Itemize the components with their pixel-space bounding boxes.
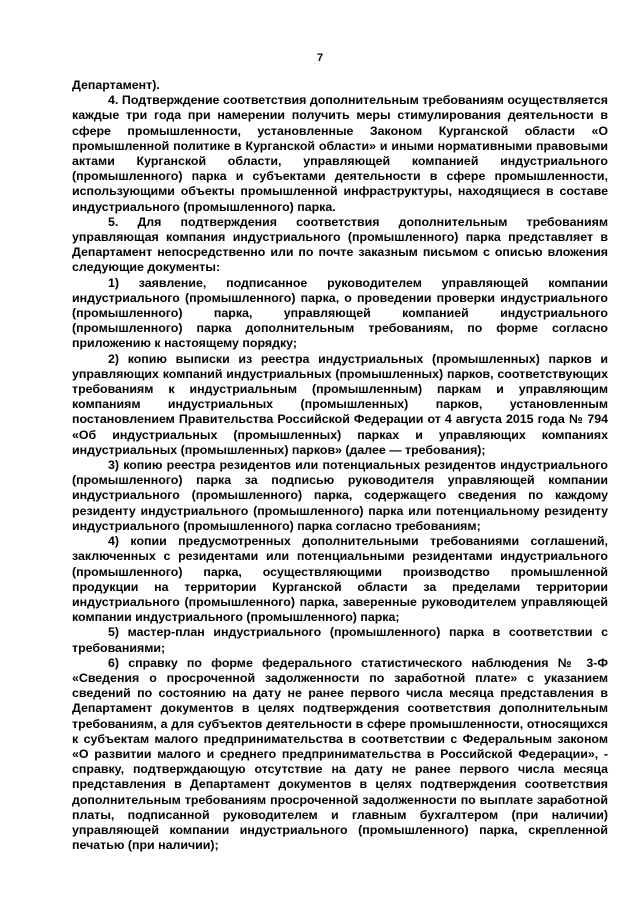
list-item-6: 6) справку по форме федерального статистического наблюдения № 3-Ф «Сведения о просроченной задолженности по заработной плате» с указанием сведений по состоянию на дату не ранее первого числа месяца представления в Департамент документов в целях подтверждения соответствия дополнительным требованиям, а для субъектов деятельности в сфере промышленности, относящихся к субъектам малого предпринимательства в соответствии с Федеральным законом «О развитии малого и среднего предпринимательства в Российской Федерации», - справку, подтверждающую отсутствие на дату не ранее первого числа месяца представления в Департамент документов в целях подтверждения соответствия дополнительным требованиям просроченной задолженности по выплате заработной платы, подписанной руководителем и главным бухгалтером (при наличии) управляющей компании индустриального (промышленного) парка, скрепленной печатью (при наличии);: [72, 655, 608, 853]
list-item-5: 5) мастер-план индустриального (промышленного) парка в соответствии с требованиями;: [72, 625, 608, 655]
list-item-2: 2) копию выписки из реестра индустриальных (промышленных) парков и управляющих компаний индустриальных (промышленных) парков, соответствующих требованиям к индустриальным (промышленным) паркам и управляющим компаниям индустриальных (промышленных) парков, установленным постановлением Правительства Российской Федерации от 4 августа 2015 года № 794 «Об индустриальных (промышленных) парках и управляющих компаниях индустриальных (промышленных) парков» (далее — требования);: [72, 351, 608, 457]
document-body: [72, 78, 608, 853]
paragraph-item-5: 5. Для подтверждения соответствия дополнительным требованиям управляющая компания индустриального (промышленного) парка представляет в Департамент непосредственно или по почте заказным письмом с описью вложения следующие документы:: [72, 214, 608, 275]
list-item-1: 1) заявление, подписанное руководителем управляющей компании индустриального (промышленного) парка, о проведении проверки индустриального (промышленного) парка, управляющей компанией индустриального (промышленного) парка дополнительным требованиям, по форме согласно приложению к настоящему порядку;: [72, 275, 608, 351]
paragraph-item-4: 4. Подтверждение соответствия дополнительным требованиям осуществляется каждые три года при намерении получить меры стимулирования деятельности в сфере промышленности, установленные Законом Курганской области «О промышленной политике в Курганской области» и иными нормативными правовыми актами Курганской области, управляющей компанией индустриального (промышленного) парка и субъектами деятельности в сфере промышленности, использующими объекты промышленной инфраструктуры, находящиеся в составе индустриального (промышленного) парка.: [72, 93, 608, 214]
list-item-3: 3) копию реестра резидентов или потенциальных резидентов индустриального (промышленного) парка за подписью руководителя управляющей компании индустриального (промышленного) парка, содержащего сведения по каждому резиденту индустриального (промышленного) парка или потенциальному резиденту индустриального (промышленного) парка согласно требованиям;: [72, 458, 608, 533]
page-number: 7: [316, 52, 324, 64]
paragraph-continuation: Департамент).: [72, 78, 160, 92]
list-item-4: 4) копии предусмотренных дополнительными требованиями соглашений, заключенных с резидентами или потенциальными резидентами индустриального (промышленного) парка, осуществляющими производство промышленной продукции на территории Курганской области за пределами территории индустриального (промышленного) парка, заверенные руководителем управляющей компании индустриального (промышленного) парка;: [72, 534, 608, 625]
